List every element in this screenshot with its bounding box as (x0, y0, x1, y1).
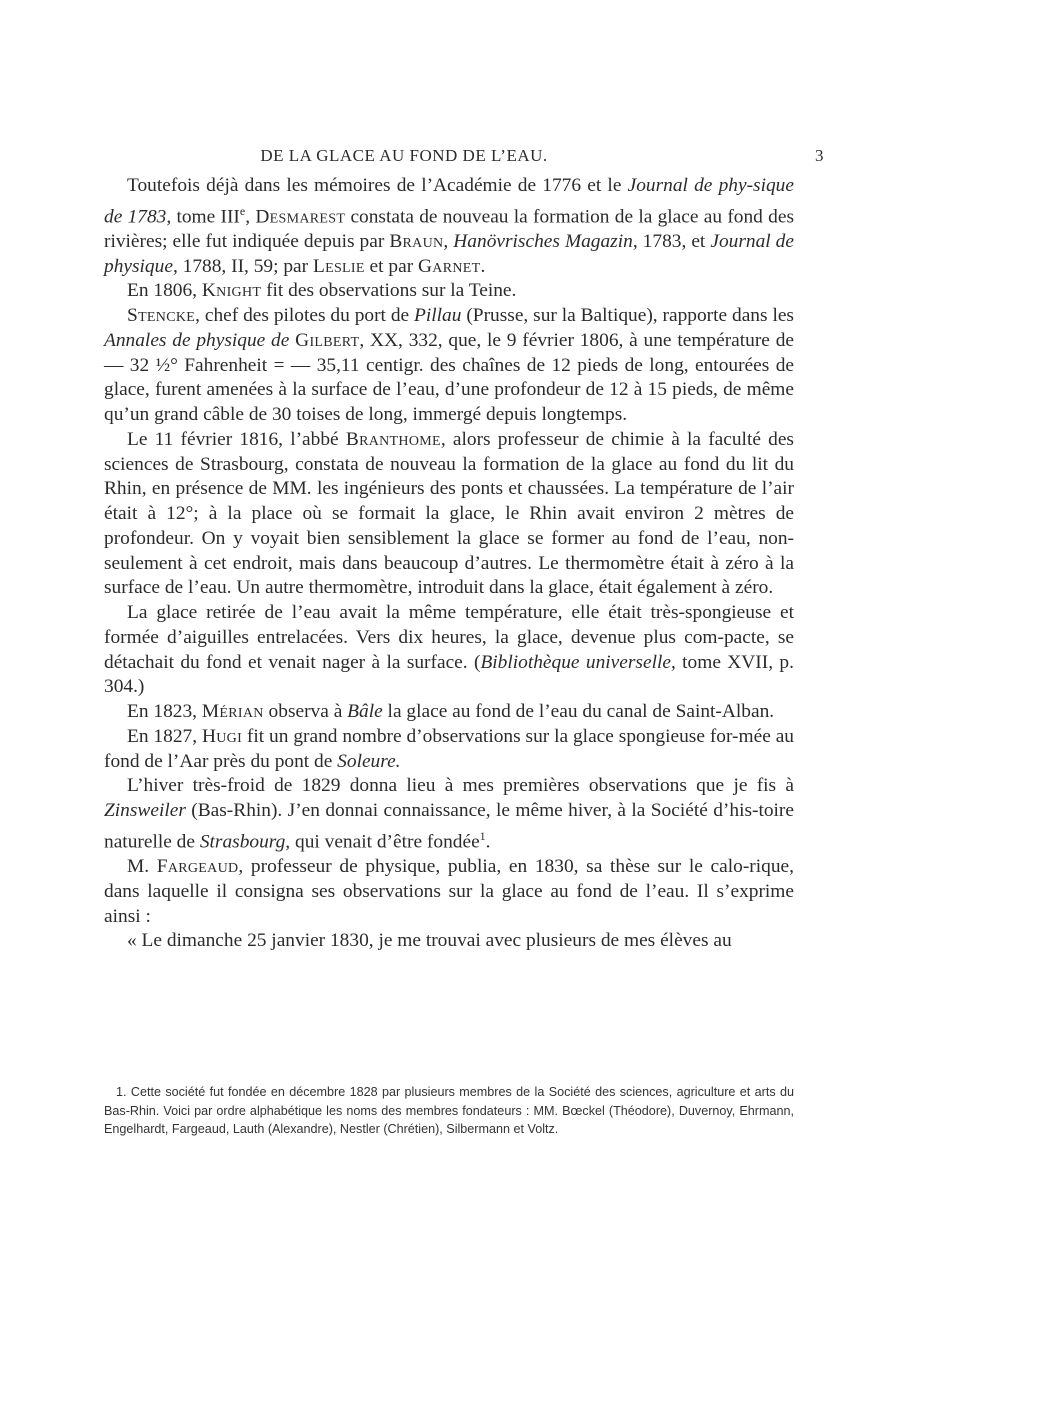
italic-text: Annales de physique de (104, 329, 290, 351)
paragraph (104, 279, 794, 304)
text-run: « Le dimanche 25 janvier 1830, je me trouvai avec plusieurs de mes élèves au (127, 930, 732, 952)
italic-text: Zinsweiler (104, 800, 186, 822)
text-run: , 1788, II, 59; par (172, 255, 313, 277)
text-run: , tome XVII, p. 304.) (104, 651, 794, 698)
running-head (104, 146, 824, 170)
author-name: Branthome (345, 428, 441, 450)
superscript: 1 (479, 828, 486, 843)
paragraph (104, 174, 794, 279)
paragraph (104, 700, 794, 725)
italic-text: Bibliothèque universelle (480, 651, 671, 673)
paragraph (104, 725, 794, 775)
superscript: e (239, 203, 246, 218)
text-run: En 1806, (127, 280, 202, 302)
author-name: Gilbert (295, 329, 360, 351)
text-run: La glace retirée de l’eau avait la même température, elle était très-spongieuse et formée d’aiguilles entrelacées. Vers dix heures, la glace, devenue plus com-pacte, se détachait du fond et venait nager à la surface. ( (104, 602, 794, 673)
author-name: Desmarest (255, 206, 346, 228)
author-name: Mérian (201, 701, 264, 723)
author-name: Stencke (127, 305, 196, 327)
paragraph (104, 929, 794, 954)
running-title: DE LA GLACE AU FOND DE L’EAU. (260, 146, 548, 165)
text-run: , XX, 332, que, le 9 février 1806, à une température de — 32 ½° Fahrenheit = — 35,11 centigr. des chaînes de 12 pieds de long, entourées de glace, furent amenées à la surface de l’eau, d’une profondeur de 12 à 15 pieds, de même qu’un grand câble de 30 toises de long, immergé depuis longtemps. (104, 329, 794, 426)
text-run: fit des observations sur la Teine. (261, 280, 517, 302)
footnote: 1. Cette société fut fondée en décembre 1828 par plusieurs membres de la Société des sciences, agriculture et arts du Bas-Rhin. Voici par ordre alphabétique les noms des membres fondateurs : MM. Bœckel (Théodore), Duvernoy, Ehrmann, Engelhardt, Fargeaud, Lauth (Alexandre), Nestler (Chrétien), Silbermann et Voltz. (104, 1085, 794, 1136)
text-run: , (443, 230, 454, 252)
text-run: En 1823, (127, 701, 202, 723)
text-run: , 1783, et (632, 230, 711, 252)
text-run: Le 11 février 1816, l’abbé (127, 428, 346, 450)
text-run: tome III (171, 206, 240, 228)
author-name: Hugi (201, 725, 243, 747)
paragraph (104, 774, 794, 855)
author-name: Fargeaud (156, 856, 239, 878)
text-run: qui venait d’être fondée (290, 831, 480, 853)
author-name: Braun (389, 230, 444, 252)
text-run: (Bas-Rhin). J’en donnai connaissance, le même hiver, à la Société d’his-toire naturelle de (104, 800, 794, 853)
text-run: , chef des pilotes du port de (195, 305, 415, 327)
text-run: M. (127, 856, 157, 878)
body-text (104, 174, 794, 954)
text-run: , alors professeur de chimie à la faculté des sciences de Strasbourg, constata de nouveau la formation de la glace au fond du lit du Rhin, en présence de MM. les ingénieurs des ponts et chaussées. La température de l’air était à 12°; à la place où se formait la glace, le Rhin avait environ 2 mètres de profondeur. On y voyait bien sensiblement la glace se former au fond de l’eau, non-seulement à cet endroit, mais dans beaucoup d’autres. Le thermomètre était à zéro à la surface de l’eau. Un autre thermomètre, introduit dans la glace, était également à zéro. (104, 428, 794, 599)
text-run: et par (364, 255, 418, 277)
paragraph (104, 601, 794, 700)
paragraph (104, 428, 794, 601)
italic-text: Hanövrisches Magazin (453, 230, 633, 252)
text-run: observa à (263, 701, 348, 723)
author-name: Knight (201, 280, 262, 302)
author-name: Garnet (418, 255, 481, 277)
text-run: En 1827, (127, 725, 202, 747)
italic-text: Strasbourg, (199, 831, 291, 853)
paragraph (104, 855, 794, 929)
text-run: , (245, 206, 256, 228)
paragraph (104, 304, 794, 428)
page-number: 3 (815, 146, 824, 165)
text-run: (Prusse, sur la Baltique), rapporte dans les (461, 305, 794, 327)
text-run: Toutefois déjà dans les mémoires de l’Académie de 1776 et le (127, 175, 628, 196)
author-name: Leslie (312, 255, 365, 277)
text-run: la glace au fond de l’eau du canal de Saint-Alban. (382, 701, 775, 723)
footnotes (104, 1083, 794, 1139)
italic-text: Journal de phy-sique de 1783, (104, 175, 794, 228)
italic-text: Bâle (347, 701, 383, 723)
text-run: fit un grand nombre d’observations sur la glace spongieuse for-mée au fond de l’Aar près du pont de (104, 725, 794, 772)
italic-text: Soleure. (337, 750, 401, 772)
text-run: . (485, 831, 491, 853)
italic-text: Journal de physique (104, 230, 794, 277)
text-run: constata de nouveau la formation de la glace au fond des rivières; elle fut indiquée depuis par (104, 206, 794, 252)
text-run: , professeur de physique, publia, en 1830, sa thèse sur le calo-rique, dans laquelle il consigna ses observations sur la glace au fond de l’eau. Il s’exprime ainsi : (104, 856, 794, 927)
text-run: . (480, 255, 486, 277)
italic-text: Pillau (414, 305, 462, 327)
text-run: L’hiver très-froid de 1829 donna lieu à mes premières observations que je fis à (127, 775, 794, 797)
